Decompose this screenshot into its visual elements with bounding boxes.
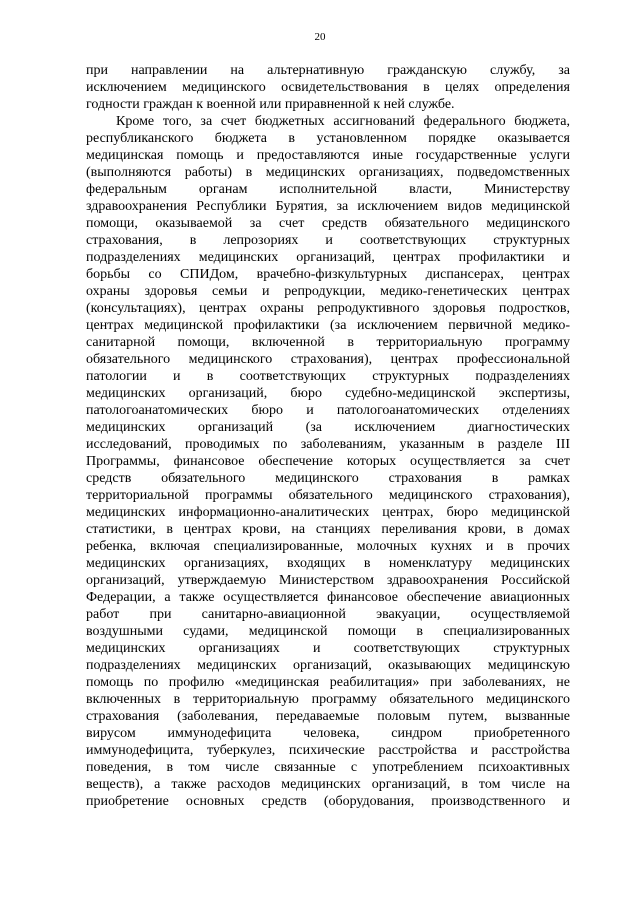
- text-line: медицинских информационно-аналитических центрах, бюро медицинской: [86, 505, 570, 520]
- text-line: иммунодефицита, туберкулез, психические расстройства и расстройства: [86, 743, 570, 758]
- text-line: республиканского бюджета в установленном порядке оказывается: [86, 131, 570, 146]
- text-line: Кроме того, за счет бюджетных ассигнований федерального бюджета,: [116, 114, 570, 129]
- text-line: средств обязательного медицинского страхования в рамках: [86, 471, 570, 486]
- text-line: медицинская помощь и предоставляются иные государственные услуги: [86, 148, 570, 163]
- paragraph: [86, 113, 570, 810]
- text-line: исключением медицинского освидетельствования в целях определения: [86, 80, 570, 95]
- text-line: подразделениях медицинских организаций, оказывающих медицинскую: [86, 658, 570, 673]
- text-line: медицинских организациях, входящих в номенклатуру медицинских: [86, 556, 570, 571]
- text-line: охраны здоровья семьи и репродукции, медико-генетических центрах: [86, 284, 570, 299]
- text-line: медицинских организаций, бюро судебно-медицинской экспертизы,: [86, 386, 570, 401]
- text-line: медицинских организаций (за исключением диагностических: [86, 420, 570, 435]
- text-line: Федерации, а также осуществляется финансовое обеспечение авиационных: [86, 590, 570, 605]
- text-line: веществ), а также расходов медицинских организаций, в том числе на: [86, 777, 570, 792]
- text-line: (консультациях), центрах охраны репродуктивного здоровья подростков,: [86, 301, 570, 316]
- text-line: помощь по профилю «медицинская реабилитация» при заболеваниях, не: [86, 675, 570, 690]
- text-line: обязательного медицинского страхования), центрах профессиональной: [86, 352, 570, 367]
- text-line: страхования (заболевания, передаваемые половым путем, вызванные: [86, 709, 570, 724]
- text-line: при направлении на альтернативную гражданскую службу, за: [86, 63, 570, 78]
- text-line: исследований, проводимых по заболеваниям, указанным в разделе III: [86, 437, 570, 452]
- paragraph: [86, 62, 570, 113]
- text-line: патологии и в соответствующих структурных подразделениях: [86, 369, 570, 384]
- text-line: работ при санитарно-авиационной эвакуации, осуществляемой: [86, 607, 570, 622]
- text-line: федеральным органам исполнительной власти, Министерству: [86, 182, 570, 197]
- text-line: воздушными судами, медицинской помощи в специализированных: [86, 624, 570, 639]
- text-line: патологоанатомических бюро и патологоанатомических отделениях: [86, 403, 570, 418]
- body-text: [86, 62, 570, 810]
- text-line: территориальной программы обязательного медицинского страхования),: [86, 488, 570, 503]
- text-line: санитарной помощи, включенной в территориальную программу: [86, 335, 570, 350]
- text-line: приобретение основных средств (оборудования, производственного и: [86, 794, 570, 809]
- text-line: годности граждан к военной или приравненной к ней службе.: [86, 97, 455, 112]
- text-line: вирусом иммунодефицита человека, синдром приобретенного: [86, 726, 570, 741]
- text-line: борьбы со СПИДом, врачебно-физкультурных диспансерах, центрах: [86, 267, 570, 282]
- text-line: Программы, финансовое обеспечение которых осуществляется за счет: [86, 454, 570, 469]
- text-line: центрах медицинской профилактики (за исключением первичной медико-: [86, 318, 570, 333]
- text-line: ребенка, включая специализированные, молочных кухнях и в прочих: [86, 539, 570, 554]
- text-line: страхования, в лепрозориях и соответствующих структурных: [86, 233, 570, 248]
- page-number: 20: [314, 31, 326, 43]
- text-line: организаций, утверждаемую Министерством здравоохранения Российской: [86, 573, 570, 588]
- text-line: поведения, в том числе связанные с употреблением психоактивных: [86, 760, 570, 775]
- text-line: подразделениях медицинских организаций, центрах профилактики и: [86, 250, 570, 265]
- text-line: включенных в территориальную программу обязательного медицинского: [86, 692, 570, 707]
- text-line: (выполняются работы) в медицинских организациях, подведомственных: [86, 165, 570, 180]
- text-line: медицинских организациях и соответствующих структурных: [86, 641, 570, 656]
- text-line: здравоохранения Республики Бурятия, за исключением видов медицинской: [86, 199, 570, 214]
- text-line: помощи, оказываемой за счет средств обязательного медицинского: [86, 216, 570, 231]
- text-line: статистики, в центрах крови, на станциях переливания крови, в домах: [86, 522, 570, 537]
